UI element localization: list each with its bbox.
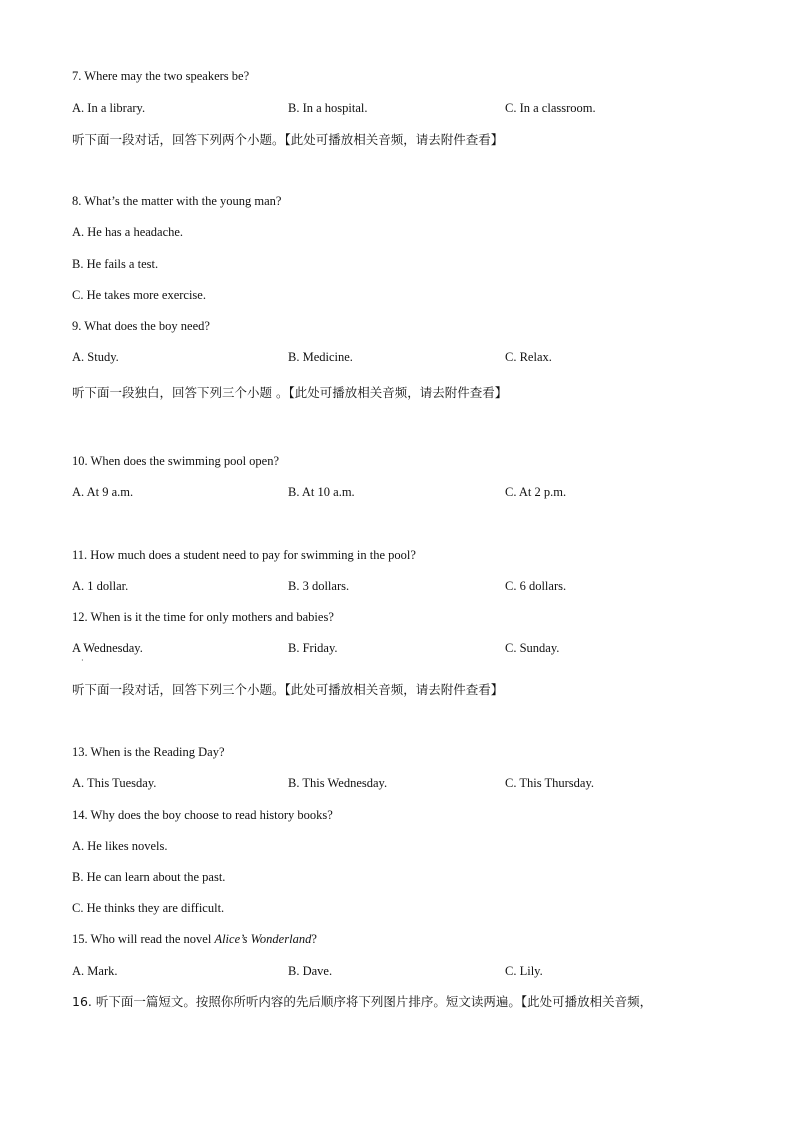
question-11: 11. How much does a student need to pay for swimming in the pool? [72,548,416,562]
question-14-option-c: C. He thinks they are difficult. [72,901,225,915]
question-16: 16. 听下面一篇短文。按照你所听内容的先后顺序将下列图片排序。短文读两遍。【此处可播放相关音频， [72,994,653,1009]
option-a: A. Mark. [72,964,118,978]
question-15-suffix: ? [311,932,317,946]
option-a: A. In a library. [72,101,146,115]
option-a: A. At 9 a.m. [72,485,134,499]
option-b: B. Friday. [288,641,338,655]
question-14-option-b: B. He can learn about the past. [72,870,226,884]
question-13: 13. When is the Reading Day? [72,745,225,759]
option-a: A. This Tuesday. [72,776,157,790]
option-c: C. Lily. [505,964,543,978]
question-12-options [72,640,732,656]
option-b: B. 3 dollars. [288,579,350,593]
question-15-options [72,963,732,979]
listening-instruction-2: 听下面一段独白，回答下列三个小题 。【此处可播放相关音频，请去附件查看】 [72,385,508,400]
option-a: A. 1 dollar. [72,579,129,593]
question-7-options [72,100,732,116]
question-8: 8. What’s the matter with the young man? [72,194,282,208]
question-14: 14. Why does the boy choose to read history books? [72,808,333,822]
option-a: A Wednesday. [72,641,143,655]
question-15 [72,931,317,947]
option-c: C. This Thursday. [505,776,595,790]
option-c: C. Relax. [505,350,552,364]
question-15-prefix: 15. Who will read the novel [72,932,215,946]
stray-dot-mark: · [81,656,84,665]
listening-instruction-1: 听下面一段对话，回答下列两个小题。【此处可播放相关音频，请去附件查看】 [72,132,504,147]
novel-title: Alice’s Wonderland [214,932,312,946]
question-10-options [72,484,732,500]
option-c: C. Sunday. [505,641,560,655]
question-8-option-c: C. He takes more exercise. [72,288,206,302]
question-14-option-a: A. He likes novels. [72,839,168,853]
option-b: B. Dave. [288,964,333,978]
option-b: B. At 10 a.m. [288,485,355,499]
option-a: A. Study. [72,350,119,364]
question-13-options [72,775,732,791]
question-9-options [72,349,732,365]
question-8-option-b: B. He fails a test. [72,257,159,271]
listening-instruction-3: 听下面一段对话，回答下列三个小题。【此处可播放相关音频，请去附件查看】 [72,682,504,697]
option-b: B. This Wednesday. [288,776,388,790]
option-b: B. In a hospital. [288,101,368,115]
question-9: 9. What does the boy need? [72,319,210,333]
question-8-option-a: A. He has a headache. [72,225,184,239]
option-c: C. At 2 p.m. [505,485,567,499]
question-7: 7. Where may the two speakers be? [72,69,250,83]
question-12: 12. When is it the time for only mothers and babies? [72,610,334,624]
question-11-options [72,578,732,594]
option-c: C. 6 dollars. [505,579,567,593]
option-c: C. In a classroom. [505,101,596,115]
question-10: 10. When does the swimming pool open? [72,454,280,468]
option-b: B. Medicine. [288,350,353,364]
